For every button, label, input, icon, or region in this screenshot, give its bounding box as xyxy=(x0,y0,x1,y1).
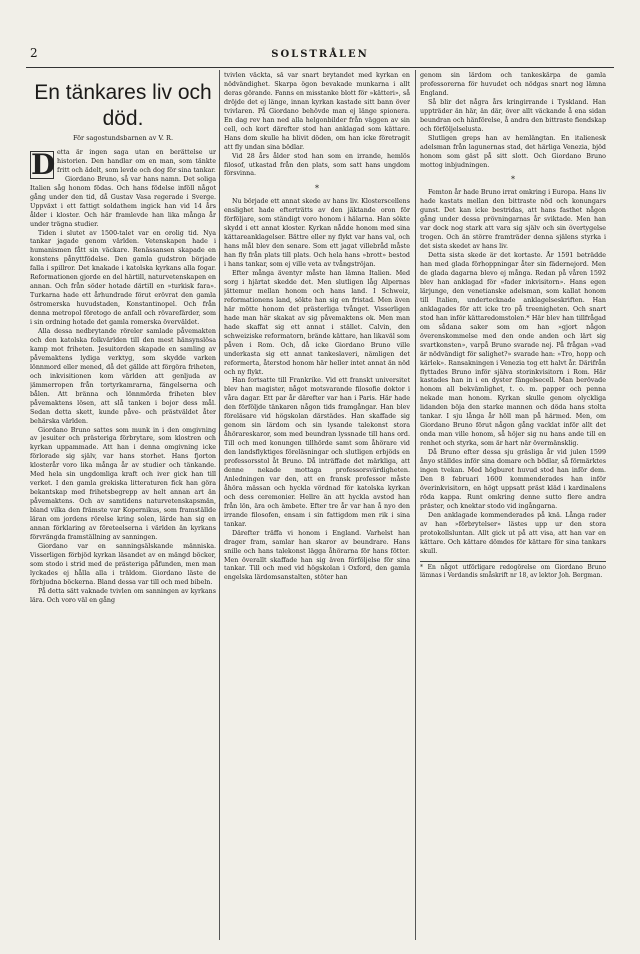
paragraph: Den anklagade kommenderades på knä. Långa rader av han »förbrytelser» lästes upp ur den stora protokollsluntan. Allt gick ut på att visa, att han var en kättare. Och kättare dömdes för kättare för sina tankars skull. xyxy=(420,511,606,555)
drop-cap: D xyxy=(31,147,56,181)
paragraph: Han fortsatte till Frankrike. Vid ett franskt universitet blev han magister, något motsvarande filosofie doktor i våra dagar. Ett par år därefter var han i Paris. Här hade den förföljde tänkaren någon tids framgångar. Han blev föreläsare vid högskolan därstädes. Han skaffade sig genom sin lärdom och sin lysande talekonst stora åhörareskaror, som med beundran lyssnade till hans ord. Till och med konungen tillhörde samt som åhörare vid den landsflyktiges föreläsningar och slutligen erbjöds en professorsstol åt Bruno. Då inträffade det märkliga, att denne nekade mottaga professorsvärdigheten. Anledningen var den, att en fransk professor måste åhöra mässan och hyckla vördnad för katolska kyrkan och dess ceremonier. Hellre än att hyckla avstod han från lön, ära och ämbete. Efter tre år var han å nyo den irrande filosofen, ensam i sin fattigdom men rik i sina tankar. xyxy=(224,377,410,528)
paragraph: tvivlen väckta, så var snart brytandet med kyrkan en nödvändighet. Skarpa ögon bevakade munkarna i allt deras görande. Fanns en misstanke blott för »kätteri», så dröjde det ej länge, innan kyrkan kastade sitt bann över tvivlaren. På Giordano behövde man ej länge spionera. En dag rev han ned alla helgonbilder från väggen av sin cell, och kort därefter stod han anklagad som kättare. Hans dom skulle ha blivit döden, om han icke företragit att fly undan sina bödlar. xyxy=(224,72,410,151)
paragraph: genom sin lärdom och tankeskärpa de gamla professorerna för huvudet och nödgas snart nog lämna England. xyxy=(420,72,606,97)
column-3 xyxy=(420,72,606,940)
paragraph: Giordano Bruno sattes som munk in i den omgivning av jesuiter och prästeriga förbrytare, som klostren och kyrkan uppammade. Att han i denna omgivning icke förlorade sig själv, var hans storhet. Hans fjorton klosterår voro lika många år av studier och tänkande. Med hela sin ungdomliga kraft och iver gick han till verket. I den gamla grekiska litteraturen fick han göra bekantskap med frihetsbegrepp av helt annan art än påvemaktens. Och av samtidens naturvetenskapsmän, bland vilka den främste var Kopernikus, som framställde läran om jordens rörelse kring solen, lärde han sig en annan förklaring av företeelserna i världen än kyrkans förvrängda framställning av sanningen. xyxy=(30,426,216,541)
header-rule xyxy=(26,67,614,68)
paragraph: Giordano var en sanningsälskande människa. Visserligen förbjöd kyrkan läsandet av en mängd böcker, som stodo i strid med de prästeriga påfunden, men man lyckades ej hålla alla i träldom. Giordano läste de förbjudna böckerna. Bland dessa var till och med bibeln. xyxy=(30,542,216,586)
section-separator-icon: * xyxy=(315,184,319,194)
paragraph: Nu började ett annat skede av hans liv. Klosterscellens enslighet hade efterträtts av den jäktande oron för förföljare, som ständigt voro honom i hälarna. Han sökte skydd i ett annat kloster. Kyrkan nådde honom med sina kättareanklagelser. Bättre eller ny flykt var hans val, och hans mål blev den senare. Som ett jagat villebråd måste han fly från plats till plats. Och hela hans »brott» bestod i hans tankar, som ej ville veta av tvångströjan. xyxy=(224,198,410,269)
paragraph: Alla dessa nedbrytande röreler samlade påvemakten och den katolska folkvärlden till den mest hänsynslösa kamp mot friheten. Jesuitorden skapade en samling av påvemaktens lydiga verktyg, som skydde varken lönnmord eller mened, då det gällde att förgöra friheten, och inkvisitionen kom världen att genljuda av jämmerropen från tortyrkamrarna, fängelserna och bålen. Att bränna och lönnmörda friheten blev påvemaktens lösen, att slå tanken i bojor dess mål. Sedan detta skett, kunde påve- och prästväldet åter behärska världen. xyxy=(30,328,216,425)
paragraph: Efter många äventyr måste han lämna Italien. Med sorg i hjärtat skedde det. Men slutligen låg Alpernas jättemur mellan honom och hans land. I Schweiz, reformationens land, sökte han sig en fristad. Men även här mötte honom det prästerliga tvånget. Visserligen hade man här skakat av sig påvemaktens ok. Men man hade skaffat sig ett annat i stället. Calvin, den schweiziske reformatorn, brände kättare, han likaväl som påven i Rom. Och, då icke Giordano Bruno ville underkasta sig ett annat tankeslaveri, nämligen det reformerta, återstod honom här heller intet annat än nöd och ny flykt. xyxy=(224,270,410,376)
masthead-title: SOLSTRÅLEN xyxy=(271,49,369,60)
paragraph: Tiden i slutet av 1500-talet var en orolig tid. Nya tankar jagade genom världen. Vetenskapen hade i humanismen fått sin väckare. Renässansen skapade en konstens pånyttfödelse. Den gamla gudstron började falla i spillror. Det knakade i katolska kyrkans alla fogar. Reformationen gjorde en del härtill, naturvetenskapen en annan. Och från söder hotade därtill en »turkisk fara». Turkarna hade ett århundrade förut erövrat den gamla östromerska huvudstaden, Konstantinopel. Och från denna metropol företogo de anfall och rövarefärder, som i sin ordning hotade det gamla romerska överväldet. xyxy=(30,229,216,327)
footnote: * En något utförligare redogörelse om Giordano Bruno lämnas i Verdandis småskrift nr 18, av lektor Joh. Bergman. xyxy=(420,561,606,580)
paragraph: Giordano Bruno, så var hans namn. Det soliga Italien såg honom födas. Och hans födelse inföll något gång under den tid, då Gustav Vasa regerade i Sverge. Uppväxt i ett fattigt soldathem ingick han vid 14 års ålder i kloster. Och här framlevde han lika många år under trägna studier. xyxy=(30,175,216,228)
paragraph: Så blir det några års kringirrande i Tyskland. Han uppträder än här, än där, över allt väckande å ena sidan beundran och hänförelse, å andra den bittraste fiendskap och förföljelselusta. xyxy=(420,98,606,133)
page-number: 2 xyxy=(30,46,38,60)
paragraph: Detta sista skede är det kortaste. År 1591 beträdde han med glada förhoppningar åter sin fädernejord. Men de glada dagarna blevo ej många. Redan på våren 1592 blev han anklagad för »fader inkvisitorn». Hans egen lärjunge, den venetianske adelsman, som kallat honom till Italien, undertecknade anklagelseskriften. Han anklagades för att icke tro på treenigheten. Och snart stod han inför kättaredomstolen.* Här blev han tillfrågad om sådana saker som om han »gjort någon överenskommelse med den onde anden och lärt sig svartkonsten», varpå Bruno svarade nej. På frågan »vad är nödvändigt för salighet?» svarade han: »Tro, hopp och kärlek». Ransakningen i Venezia tog ett halvt år. Därifrån flyttades Bruno inför själva storinkvisitorn i Rom. Här kastades han in i en dyster fängelsecell. Man berövade honom all bekvämlighet, t. o. m. papper och penna nekade man honom. Kyrkan skulle genom olyckliga lidanden böja den starke mannen och döda hans stolta tankar. I sju långa år höll man på härmed. Men, om Giordano Bruno förut någon gång vacklat inför allt det onda man ville honom, så höjer sig nu hans ande till en renhet och styrka, som är hart när övermänsklig. xyxy=(420,252,606,448)
column-divider xyxy=(415,70,416,940)
page-header xyxy=(26,46,614,66)
paragraph: Vid 28 års ålder stod han som en irrande, hemlös filosof, utkastad från den plats, som satt hans ungdom försvinna. xyxy=(224,152,410,178)
paragraph: etta är ingen saga utan en berättelse ur historien. Den handlar om en man, som tänkte fritt och ädelt, som levde och dog för sina tankar. xyxy=(57,148,216,174)
column-2 xyxy=(224,72,410,940)
article-title: En tänkares liv och död. xyxy=(34,81,212,130)
column-1 xyxy=(30,72,216,940)
paragraph: Slutligen greps han av hemlängtan. En italienesk adelsman från lagunernas stad, det härliga Venezia, bjöd honom som gäst på sitt slott. Och Giordano Bruno mottog inbjudningen. xyxy=(420,134,606,169)
paragraph: Därefter träffa vi honom i England. Varhelst han drager fram, samlar han skaror av beundrare. Hans snille och hans talekonst lägga åhörarna för hans fötter. Men överallt skaffade han sig även förföljelse för sina tankar. Till och med vid högskolan i Oxford, den gamla engelska lärdomsanstalten, stöter han xyxy=(224,529,410,582)
section-separator-icon: * xyxy=(511,175,515,185)
article-byline: För sagostundsbarnen av V. R. xyxy=(72,134,174,142)
column-divider xyxy=(219,70,220,940)
paragraph: På detta sätt vaknade tvivlen om sanningen av kyrkans lära. Och voro väl en gång xyxy=(30,587,216,604)
paragraph: Då Bruno efter dessa sju gräsliga år vid julen 1599 ånyo ställdes inför sina domare och bödlar, så förmärktes ingen tvekan. Med högburet huvud stod han inför dem. Den 8 februari 1600 kommenderades han inför överinkvisitorn, en högt uppsatt präst kläd i kardinalens röda kappa. Runt omkring denne sutto flere andra präster, och knektar stodo vid ingångarna. xyxy=(420,449,606,510)
paragraph: Femton år hade Bruno irrat omkring i Europa. Hans liv hade kastats mellan den bittraste nöd och konungars gunst. Det kan icke bestridas, att hans fasthet någon gång under dessa prövningarnas år sviktade. Men han var dock nog stark att vara sig själv och sin övertygelse trogen. Och än större framträder denna själens styrka i det sista skedet av hans liv. xyxy=(420,189,606,251)
